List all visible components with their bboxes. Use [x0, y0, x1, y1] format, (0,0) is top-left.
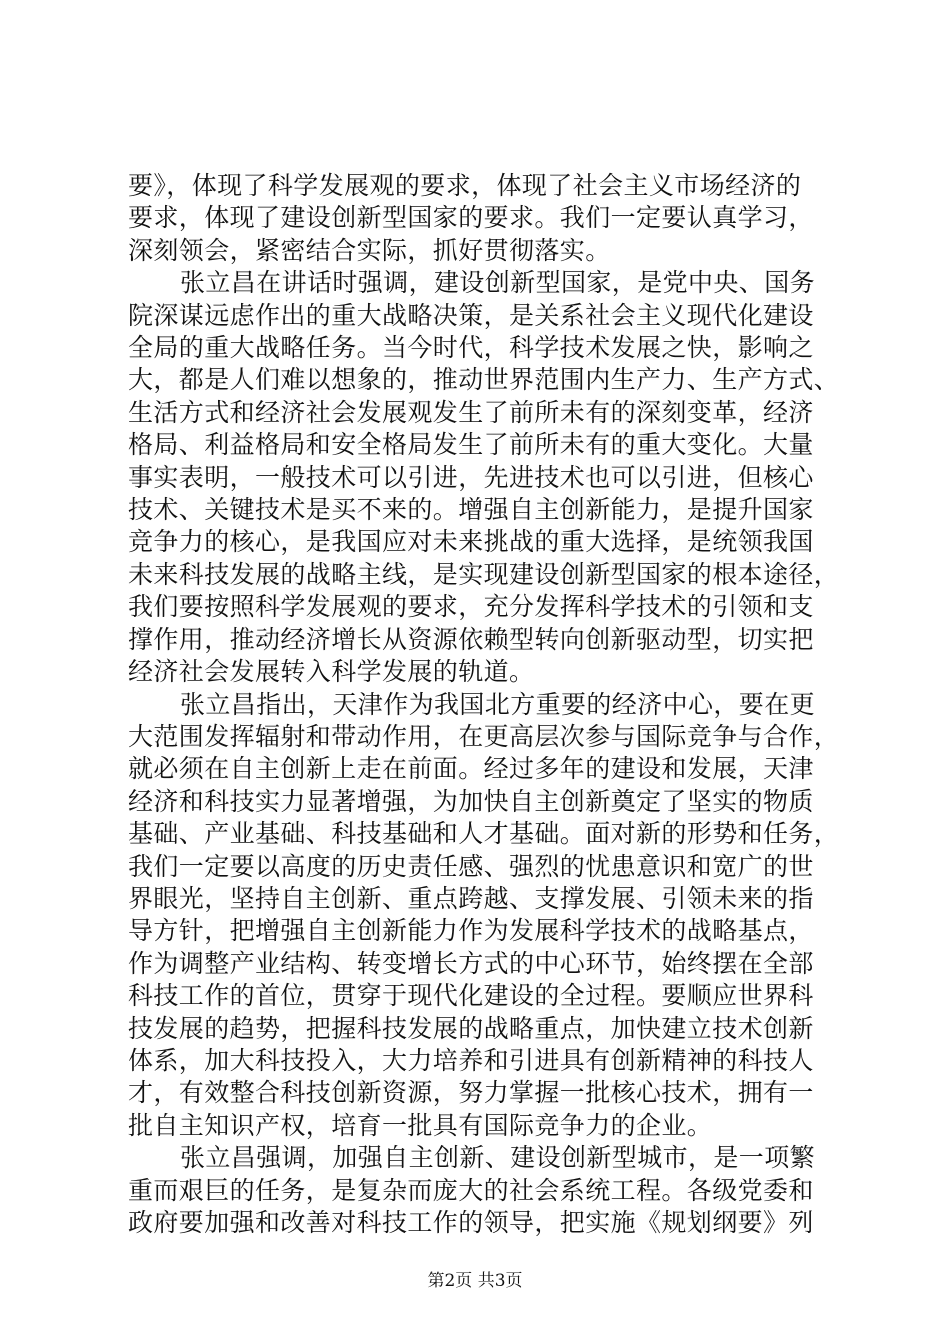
paragraph-start-line: 张立昌在讲话时强调，建设创新型国家，是党中央、国务: [180, 268, 816, 298]
text-line: 事实表明，一般技术可以引进，先进技术也可以引进，但核心: [128, 462, 814, 492]
text-line: 体系，加大科技投入，大力培养和引进具有创新精神的科技人: [128, 1045, 814, 1075]
text-line: 才，有效整合科技创新资源，努力掌握一批核心技术，拥有一: [128, 1078, 814, 1108]
text-line: 批自主知识产权，培育一批具有国际竞争力的企业。: [128, 1110, 713, 1140]
text-line: 生活方式和经济社会发展观发生了前所未有的深刻变革，经济: [128, 397, 814, 427]
text-line: 基础、产业基础、科技基础和人才基础。面对新的形势和任务，: [128, 819, 840, 849]
page-footer: [0, 1270, 950, 1292]
text-line: 我们一定要以高度的历史责任感、强烈的忧患意识和宽广的世: [128, 851, 814, 881]
text-line: 界眼光，坚持自主创新、重点跨越、支撑发展、引领未来的指: [128, 883, 814, 913]
text-line: 政府要加强和改善对科技工作的领导，把实施《规划纲要》列: [128, 1208, 814, 1237]
text-line: 院深谋远虑作出的重大战略决策，是关系社会主义现代化建设: [128, 300, 814, 330]
text-line: 撑作用，推动经济增长从资源依赖型转向创新驱动型，切实把: [128, 624, 814, 654]
text-line: 深刻领会，紧密结合实际，抓好贯彻落实。: [128, 235, 611, 265]
text-line: 要》，体现了科学发展观的要求，体现了社会主义市场经济的: [128, 171, 802, 200]
paragraph-start-line: 张立昌指出，天津作为我国北方重要的经济中心，要在更: [180, 689, 816, 719]
page-number-label: 第2页 共3页: [427, 1271, 523, 1291]
text-line: 技发展的趋势，把握科技发展的战略重点，加快建立技术创新: [128, 1013, 814, 1043]
text-line: 大，都是人们难以想象的，推动世界范围内生产力、生产方式、: [128, 365, 840, 395]
text-line: 我们要按照科学发展观的要求，充分发挥科学技术的引领和支: [128, 592, 814, 622]
paragraph-start-line: 张立昌强调，加强自主创新、建设创新型城市，是一项繁: [180, 1143, 816, 1173]
text-line: 未来科技发展的战略主线，是实现建设创新型国家的根本途径，: [128, 559, 840, 589]
text-line: 导方针，把增强自主创新能力作为发展科学技术的战略基点，: [128, 916, 814, 946]
text-line: 经济社会发展转入科学发展的轨道。: [128, 657, 535, 687]
text-line: 格局、利益格局和安全格局发生了前所未有的重大变化。大量: [128, 430, 814, 460]
text-line: 技术、关键技术是买不来的。增强自主创新能力，是提升国家: [128, 495, 814, 525]
text-line: 科技工作的首位，贯穿于现代化建设的全过程。要顺应世界科: [128, 981, 814, 1011]
text-line: 重而艰巨的任务，是复杂而庞大的社会系统工程。各级党委和: [128, 1175, 814, 1205]
text-line: 要求，体现了建设创新型国家的要求。我们一定要认真学习，: [128, 203, 814, 233]
text-line: 全局的重大战略任务。当今时代，科学技术发展之快，影响之: [128, 333, 814, 363]
body-text: [128, 170, 840, 1239]
text-line: 大范围发挥辐射和带动作用，在更高层次参与国际竞争与合作，: [128, 721, 840, 751]
text-line: 就必须在自主创新上走在前面。经过多年的建设和发展，天津: [128, 754, 814, 784]
text-line: 竞争力的核心，是我国应对未来挑战的重大选择，是统领我国: [128, 527, 814, 557]
text-line: 作为调整产业结构、转变增长方式的中心环节，始终摆在全部: [128, 948, 814, 978]
text-line: 经济和科技实力显著增强，为加快自主创新奠定了坚实的物质: [128, 786, 814, 816]
